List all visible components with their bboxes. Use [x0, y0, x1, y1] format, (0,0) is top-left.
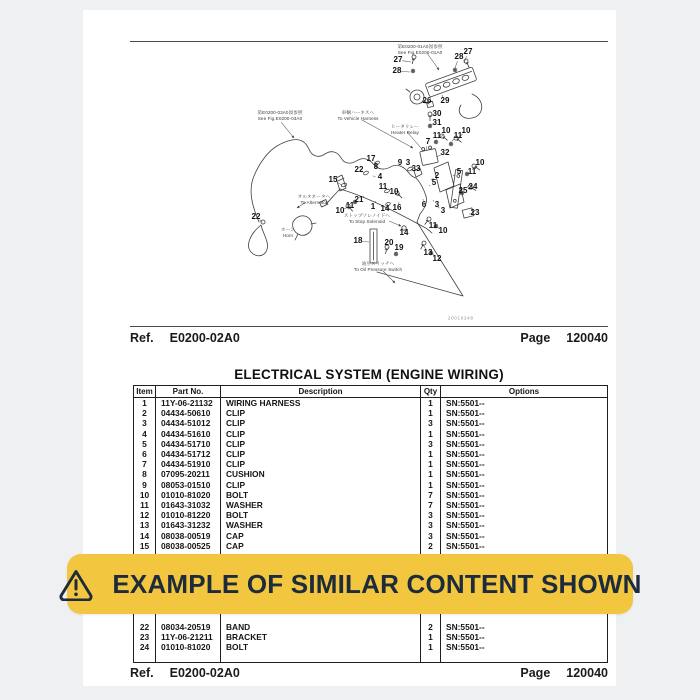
diagram-note: 車輌ハーネスへ To Vehicle Harness	[337, 110, 379, 121]
cell-description: CLIP	[221, 408, 421, 418]
ref-label: Ref.	[130, 331, 154, 345]
cell-part-no: 08034-20519	[156, 622, 221, 632]
cell-qty: 3	[421, 439, 441, 449]
cell-qty: 3	[421, 418, 441, 428]
diagram-bottom-rule	[130, 326, 608, 327]
cell-options: SN:5501--	[441, 490, 608, 500]
cell-qty: 1	[421, 480, 441, 490]
part-callout-8: 8	[373, 162, 379, 171]
cell-part-no: 07095-20211	[156, 469, 221, 479]
table-row	[134, 490, 608, 500]
example-content-banner	[67, 554, 642, 614]
cell-part-no: 08038-00525	[156, 541, 221, 551]
diagram-note: 油圧スイッチへ To Oil Pressure Switch	[353, 261, 403, 272]
cell-part-no: 04434-51910	[156, 459, 221, 469]
part-callout-13: 13	[423, 248, 433, 257]
part-callout-31: 31	[432, 118, 442, 127]
cell-qty: 1	[421, 469, 441, 479]
page-value: 120040	[566, 331, 608, 345]
cell-qty: 1	[421, 642, 441, 652]
part-callout-22: 22	[354, 165, 364, 174]
cell-description: CAP	[221, 531, 421, 541]
wiring-diagram-art	[130, 42, 608, 323]
part-callout-10: 10	[335, 206, 345, 215]
part-callout-14: 14	[380, 204, 390, 213]
part-callout-21: 21	[354, 195, 364, 204]
table-row	[134, 408, 608, 418]
cell-part-no: 01010-81020	[156, 490, 221, 500]
part-callout-14: 14	[399, 228, 409, 237]
ref-value: E0200-02A0	[169, 666, 240, 680]
cell-item: 3	[134, 418, 156, 428]
cell-options: SN:5501--	[441, 632, 608, 642]
table-row	[134, 398, 608, 409]
part-callout-11: 11	[467, 167, 477, 176]
table-row	[134, 500, 608, 510]
cell-part-no: 01643-31032	[156, 500, 221, 510]
table-row	[134, 469, 608, 479]
cell-item: 11	[134, 500, 156, 510]
cell-description: WIRING HARNESS	[221, 398, 421, 409]
ref-label: Ref.	[130, 666, 154, 680]
diagram-note: 第E0200-03A0図参照 See Fig.E0200-03A0	[257, 110, 303, 121]
cell-description: CLIP	[221, 439, 421, 449]
header-part-no: Part No.	[156, 386, 221, 398]
cell-qty: 2	[421, 541, 441, 551]
part-callout-23: 23	[470, 208, 480, 217]
part-callout-25: 25	[458, 186, 468, 195]
cell-description: CUSHION	[221, 469, 421, 479]
part-callout-5: 5	[456, 167, 462, 176]
cell-description: CLIP	[221, 429, 421, 439]
table-row	[134, 632, 608, 642]
cell-part-no: 01010-81020	[156, 642, 221, 652]
cell-item: 6	[134, 449, 156, 459]
part-callout-32: 32	[440, 148, 450, 157]
cell-part-no: 04434-50610	[156, 408, 221, 418]
cell-options: SN:5501--	[441, 531, 608, 541]
cell-item: 14	[134, 531, 156, 541]
diagram-note: ヒータリレー Heater Relay	[390, 124, 420, 135]
cell-description: BOLT	[221, 490, 421, 500]
cell-item: 22	[134, 622, 156, 632]
cell-description: BOLT	[221, 510, 421, 520]
cell-description: CLIP	[221, 480, 421, 490]
cell-part-no: 04434-51712	[156, 449, 221, 459]
header-options: Options	[441, 386, 608, 398]
cell-part-no: 04434-51012	[156, 418, 221, 428]
part-callout-10: 10	[441, 126, 451, 135]
table-row	[134, 642, 608, 652]
table-row	[134, 418, 608, 428]
part-callout-30: 30	[432, 109, 442, 118]
cell-item: 13	[134, 520, 156, 530]
plate-code: 20019248	[448, 316, 474, 322]
cell-part-no: 01643-31232	[156, 520, 221, 530]
diagram-note: 第E0200-01A0図参照 See Fig.E0200-01A0	[397, 44, 443, 55]
cell-options: SN:5501--	[441, 642, 608, 652]
cell-options: SN:5501--	[441, 398, 608, 409]
cell-description: BRACKET	[221, 632, 421, 642]
cell-item: 4	[134, 429, 156, 439]
cell-options: SN:5501--	[441, 459, 608, 469]
part-callout-11: 11	[432, 131, 442, 140]
page-label: Page	[520, 666, 551, 680]
cell-options: SN:5501--	[441, 429, 608, 439]
part-callout-18: 18	[353, 236, 363, 245]
cell-options: SN:5501--	[441, 510, 608, 520]
diagram-note: ホーン Horn	[281, 227, 295, 238]
table-row	[134, 510, 608, 520]
cell-item: 23	[134, 632, 156, 642]
cell-part-no: 11Y-06-21132	[156, 398, 221, 409]
part-callout-1: 1	[370, 202, 376, 211]
cell-part-no: 11Y-06-21211	[156, 632, 221, 642]
cell-item: 10	[134, 490, 156, 500]
part-callout-4: 4	[377, 172, 383, 181]
cell-item: 2	[134, 408, 156, 418]
cell-options: SN:5501--	[441, 439, 608, 449]
part-callout-11: 11	[378, 182, 388, 191]
cell-qty: 1	[421, 408, 441, 418]
cell-item: 5	[134, 439, 156, 449]
table-row	[134, 480, 608, 490]
part-callout-17: 17	[366, 154, 376, 163]
table-row	[134, 439, 608, 449]
cell-item: 8	[134, 469, 156, 479]
part-callout-22: 22	[251, 212, 261, 221]
part-callout-5: 5	[431, 178, 437, 187]
part-callout-6: 6	[421, 200, 427, 209]
table-row	[134, 429, 608, 439]
part-callout-9: 9	[397, 158, 403, 167]
part-callout-11: 11	[428, 221, 438, 230]
cell-qty: 7	[421, 490, 441, 500]
ref-row-bottom	[130, 666, 608, 680]
warning-triangle-icon	[58, 568, 94, 601]
part-callout-29: 29	[440, 96, 450, 105]
cell-description: CLIP	[221, 459, 421, 469]
cell-description: CLIP	[221, 418, 421, 428]
part-callout-12: 12	[432, 254, 442, 263]
part-callout-10: 10	[389, 187, 399, 196]
part-callout-20: 20	[384, 238, 394, 247]
table-row	[134, 622, 608, 632]
cell-options: SN:5501--	[441, 449, 608, 459]
cell-item: 1	[134, 398, 156, 409]
part-callout-7: 7	[425, 137, 431, 146]
cell-qty: 3	[421, 510, 441, 520]
parts-table	[133, 385, 608, 663]
cell-qty: 2	[421, 622, 441, 632]
cell-options: SN:5501--	[441, 480, 608, 490]
part-callout-11: 11	[453, 131, 463, 140]
part-callout-2: 2	[434, 171, 440, 180]
cell-qty: 1	[421, 449, 441, 459]
part-callout-27: 27	[463, 47, 473, 56]
table-row	[134, 531, 608, 541]
table-tail-spacer	[134, 653, 608, 663]
cell-qty: 1	[421, 429, 441, 439]
cell-description: WASHER	[221, 520, 421, 530]
part-callout-27: 27	[393, 55, 403, 64]
cell-qty: 3	[421, 520, 441, 530]
cell-options: SN:5501--	[441, 622, 608, 632]
part-callout-3: 3	[440, 206, 446, 215]
page-value: 120040	[566, 666, 608, 680]
header-item: Item	[134, 386, 156, 398]
cell-options: SN:5501--	[441, 520, 608, 530]
table-row	[134, 541, 608, 551]
part-callout-3: 3	[434, 200, 440, 209]
cell-qty: 1	[421, 632, 441, 642]
banner-text: EXAMPLE OF SIMILAR CONTENT SHOWN	[112, 568, 642, 599]
part-callout-10: 10	[475, 158, 485, 167]
page-label: Page	[520, 331, 551, 345]
part-callout-19: 19	[394, 243, 404, 252]
cell-item: 7	[134, 459, 156, 469]
table-row	[134, 459, 608, 469]
diagram-note: ストップソレノイドへ To Stop Solenoid	[343, 213, 391, 224]
cell-item: 9	[134, 480, 156, 490]
page-title: ELECTRICAL SYSTEM (ENGINE WIRING)	[234, 367, 504, 382]
part-callout-28: 28	[392, 66, 402, 75]
cell-options: SN:5501--	[441, 500, 608, 510]
cell-description: CAP	[221, 541, 421, 551]
part-callout-3: 3	[405, 158, 411, 167]
part-callout-24: 24	[468, 182, 478, 191]
part-callout-11: 11	[345, 201, 355, 210]
header-description: Description	[221, 386, 421, 398]
ref-value: E0200-02A0	[169, 331, 240, 345]
part-callout-28: 28	[454, 52, 464, 61]
cell-qty: 3	[421, 531, 441, 541]
cell-part-no: 01010-81220	[156, 510, 221, 520]
cell-options: SN:5501--	[441, 469, 608, 479]
cell-part-no: 08053-01510	[156, 480, 221, 490]
table-row	[134, 520, 608, 530]
cell-item: 15	[134, 541, 156, 551]
table-header	[134, 386, 608, 398]
part-callout-10: 10	[438, 226, 448, 235]
cell-description: BAND	[221, 622, 421, 632]
cell-options: SN:5501--	[441, 408, 608, 418]
diagram	[130, 42, 608, 323]
part-callout-16: 16	[392, 203, 402, 212]
table-row	[134, 449, 608, 459]
part-callout-33: 33	[411, 164, 421, 173]
cell-options: SN:5501--	[441, 541, 608, 551]
header-qty: Qty	[421, 386, 441, 398]
cell-qty: 1	[421, 398, 441, 409]
diagram-note: オルタネータへ To Alternator	[297, 194, 331, 205]
cell-item: 24	[134, 642, 156, 652]
part-callout-15: 15	[328, 175, 338, 184]
cell-options: SN:5501--	[441, 418, 608, 428]
cell-part-no: 08038-00519	[156, 531, 221, 541]
part-callout-26: 26	[422, 96, 432, 105]
ref-row-top	[130, 331, 608, 345]
cell-qty: 1	[421, 459, 441, 469]
cell-part-no: 04434-51710	[156, 439, 221, 449]
cell-description: WASHER	[221, 500, 421, 510]
cell-qty: 7	[421, 500, 441, 510]
cell-part-no: 04434-51610	[156, 429, 221, 439]
cell-description: BOLT	[221, 642, 421, 652]
cell-description: CLIP	[221, 449, 421, 459]
cell-item: 12	[134, 510, 156, 520]
part-callout-10: 10	[461, 126, 471, 135]
